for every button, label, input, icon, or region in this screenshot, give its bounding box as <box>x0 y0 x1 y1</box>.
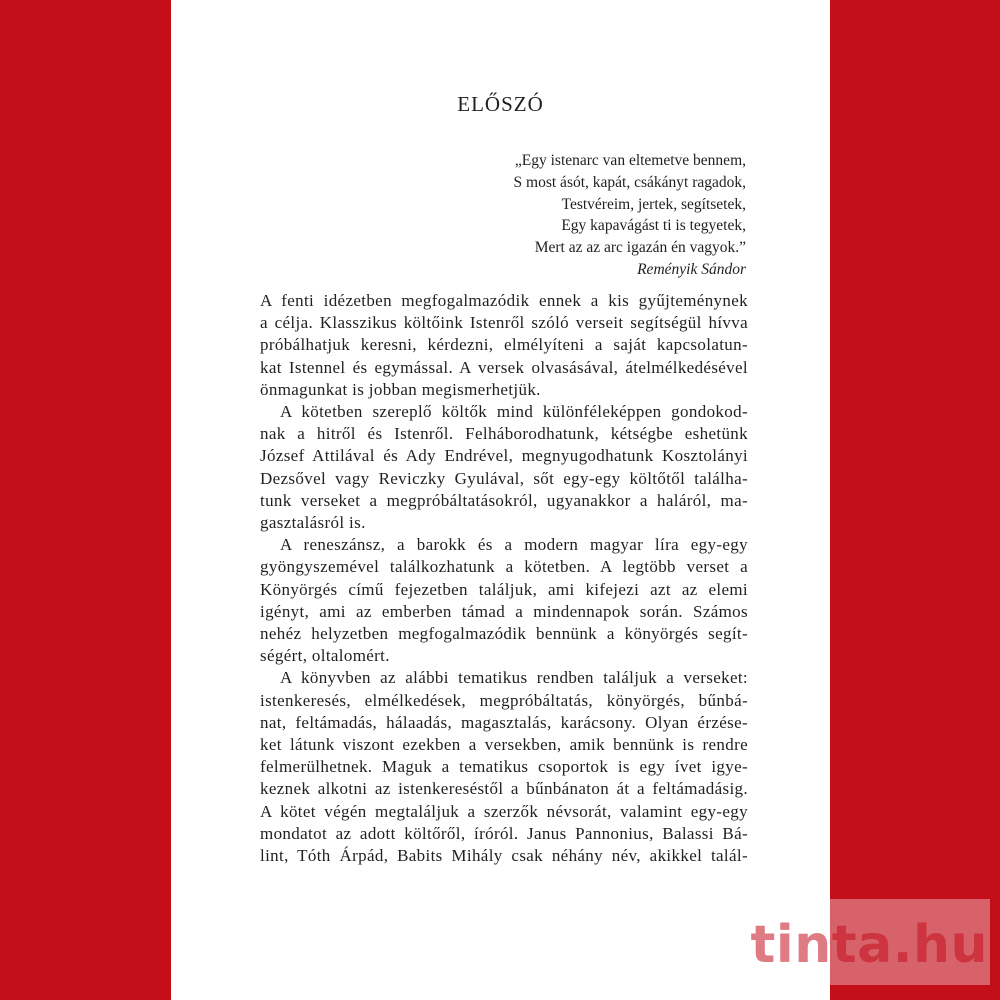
body-line: nehéz helyzetben megfogalmazódik bennünk a könyörgés segít- <box>260 624 748 644</box>
page-title: ELŐSZÓ <box>457 92 544 116</box>
body-line: nak a hitről és Istenről. Felháborodhatunk, kétségbe eshetünk <box>260 424 748 444</box>
body-line: igényt, ami az emberben támad a mindennapok során. Számos <box>260 601 748 621</box>
body-line: József Attilával és Ady Endrével, megnyugodhatunk Kosztolányi <box>260 446 748 466</box>
body-line: A fenti idézetben megfogalmazódik ennek a kis gyűjteménynek <box>260 291 748 310</box>
epigraph-line: „Egy istenarc van eltemetve bennem, <box>514 152 746 169</box>
epigraph <box>514 150 746 281</box>
body-line: a célja. Klasszikus költőink Istenről szóló verseit segítségül hívva <box>260 313 748 333</box>
body-line: mondatot az adott költőről, íróról. Janus Pannonius, Balassi Bá- <box>260 823 748 843</box>
body-text <box>260 290 748 867</box>
body-line: Könyörgés című fejezetben találjuk, ami kifejezi azt az elemi <box>260 579 748 599</box>
body-line: gasztalásról is. <box>260 513 366 533</box>
body-line: A kötet végén megtaláljuk a szerzők névsorát, valamint egy-egy <box>260 801 748 821</box>
epigraph-line: Egy kapavágást ti is tegyetek, <box>561 217 746 235</box>
body-line: istenkeresés, elmélkedések, megpróbáltatás, könyörgés, bűnbá- <box>260 690 748 710</box>
body-line: keznek alkotni az istenkereséstől a bűnbánaton át a feltámadásig. <box>260 779 748 799</box>
body-line: gyöngyszemével találkozhatunk a kötetben. A legtöbb verset a <box>260 557 748 577</box>
body-line: A kötetben szereplő költők mind különféleképpen gondokod- <box>280 402 748 422</box>
body-line: ségért, oltalomért. <box>260 646 390 666</box>
body-line: kat Istennel és egymással. A versek olvasásával, átelmélkedésével <box>260 357 748 377</box>
book-page <box>171 0 830 1000</box>
epigraph-line: Mert az az arc igazán én vagyok.” <box>534 239 746 257</box>
epigraph-line: Testvéreim, jertek, segítsetek, <box>561 195 746 213</box>
watermark-logo: tinta.hu <box>750 915 988 975</box>
body-line: ket látunk viszont ezekben a versekben, amik bennünk is rendre <box>260 735 748 755</box>
epigraph-author: Reményik Sándor <box>637 260 746 278</box>
body-line: lint, Tóth Árpád, Babits Mihály csak néhány név, akikkel talál- <box>260 846 748 866</box>
body-line: A reneszánsz, a barokk és a modern magyar líra egy-egy <box>280 535 748 555</box>
body-line: önmagunkat is jobban megismerhetjük. <box>260 379 541 399</box>
body-line: tunk verseket a megpróbáltatásokról, ugyanakkor a haláról, ma- <box>260 490 748 510</box>
body-line: A könyvben az alábbi tematikus rendben találjuk a verseket: <box>280 668 748 688</box>
body-line: Dezsővel vagy Reviczky Gyulával, sőt egy-egy költőtől találha- <box>260 468 748 488</box>
body-line: próbálhatjuk keresni, kérdezni, elmélyíteni a saját kapcsolatun- <box>260 335 748 355</box>
epigraph-line: S most ásót, kapát, csákányt ragadok, <box>513 173 746 191</box>
body-line: felmerülhetnek. Maguk a tematikus csoportok is egy ívet igye- <box>260 757 748 777</box>
body-line: nat, feltámadás, hálaadás, magasztalás, karácsony. Olyan érzése- <box>260 712 748 732</box>
